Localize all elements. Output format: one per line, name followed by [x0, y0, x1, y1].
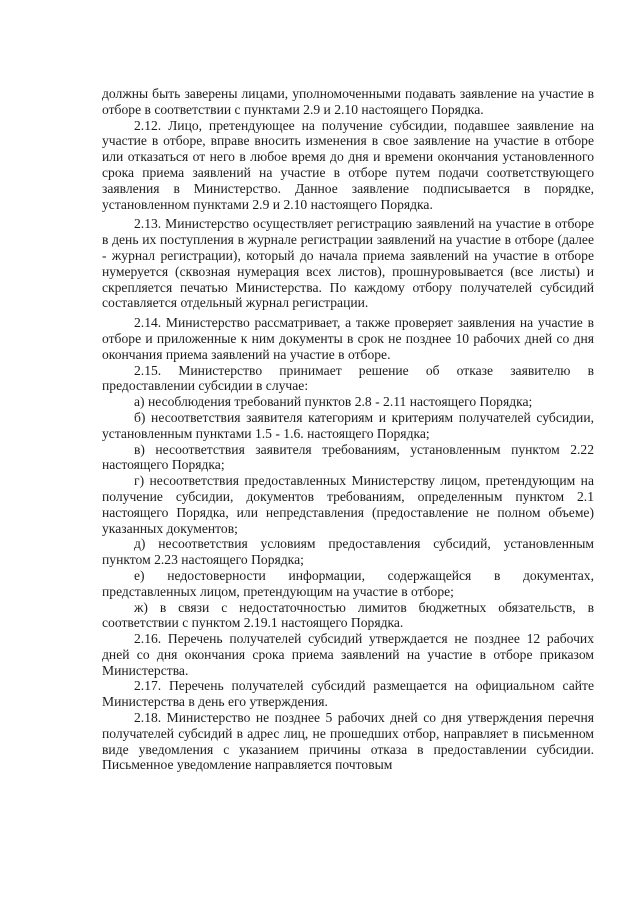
- list-item-b: б) несоответствия заявителя категориям и критериям получателей субсидии, установленным пунктами 1.5 - 1.6. настоящего Порядка;: [102, 409, 594, 441]
- list-item-v: в) несоответствия заявителя требованиям, установленным пунктом 2.22 настоящего Порядка;: [102, 441, 594, 473]
- paragraph-2-16: 2.16. Перечень получателей субсидий утверждается не позднее 12 рабочих дней со дня окончания срока приема заявлений на участие в отборе приказом Министерства.: [102, 631, 594, 678]
- paragraph-2-14: 2.14. Министерство рассматривает, а также проверяет заявления на участие в отборе и приложенные к ним документы в срок не позднее 10 рабочих дней со дня окончания приема заявлений на участие в отборе.: [102, 315, 594, 362]
- paragraph-2-15: 2.15. Министерство принимает решение об отказе заявителю в предоставлении субсидии в случае:: [102, 362, 594, 394]
- paragraph-2-12: 2.12. Лицо, претендующее на получение субсидии, подавшее заявление на участие в отборе, вправе вносить изменения в свое заявление на участие в отборе или отказаться от него в любое время до дня и времени окончания установленного срока приема заявлений на участие в отборе путем подачи соответствующего заявления в Министерство. Данное заявление подписывается в порядке, установленном пунктами 2.9 и 2.10 настоящего Порядка.: [102, 117, 594, 212]
- paragraph-2-17: 2.17. Перечень получателей субсидий размещается на официальном сайте Министерства в день его утверждения.: [102, 678, 594, 710]
- list-item-zh: ж) в связи с недостаточностью лимитов бюджетных обязательств, в соответствии с пунктом 2.19.1 настоящего Порядка.: [102, 599, 594, 631]
- list-item-d: д) несоответствия условиям предоставления субсидий, установленным пунктом 2.23 настоящего Порядка;: [102, 536, 594, 568]
- list-item-g: г) несоответствия предоставленных Министерству лицом, претендующим на получение субсидии, документов требованиям, определенным пунктом 2.1 настоящего Порядка, или непредставления (предоставление не полном объеме) указанных документов;: [102, 473, 594, 536]
- list-item-a: а) несоблюдения требований пунктов 2.8 - 2.11 настоящего Порядка;: [134, 394, 533, 410]
- paragraph-2-18: 2.18. Министерство не позднее 5 рабочих дней со дня утверждения перечня получателей субсидий в адрес лиц, не прошедших отбор, направляет в письменном виде уведомления с указанием причины отказа в предоставлении субсидии. Письменное уведомление направляется почтовым: [102, 710, 594, 773]
- paragraph-continuation: должны быть заверены лицами, уполномоченными подавать заявление на участие в отборе в соответствии с пунктами 2.9 и 2.10 настоящего Порядка.: [102, 86, 594, 117]
- paragraph-2-13: 2.13. Министерство осуществляет регистрацию заявлений на участие в отборе в день их поступления в журнале регистрации заявлений на участие в отборе (далее - журнал регистрации), который до начала приема заявлений на участие в отборе нумеруется (сквозная нумерация всех листов), прошнуровывается (все листы) и скрепляется печатью Министерства. По каждому отбору получателей субсидий составляется отдельный журнал регистрации.: [102, 216, 594, 311]
- list-item-e: е) недостоверности информации, содержащейся в документах, представленных лицом, претендующим на участие в отборе;: [102, 567, 594, 599]
